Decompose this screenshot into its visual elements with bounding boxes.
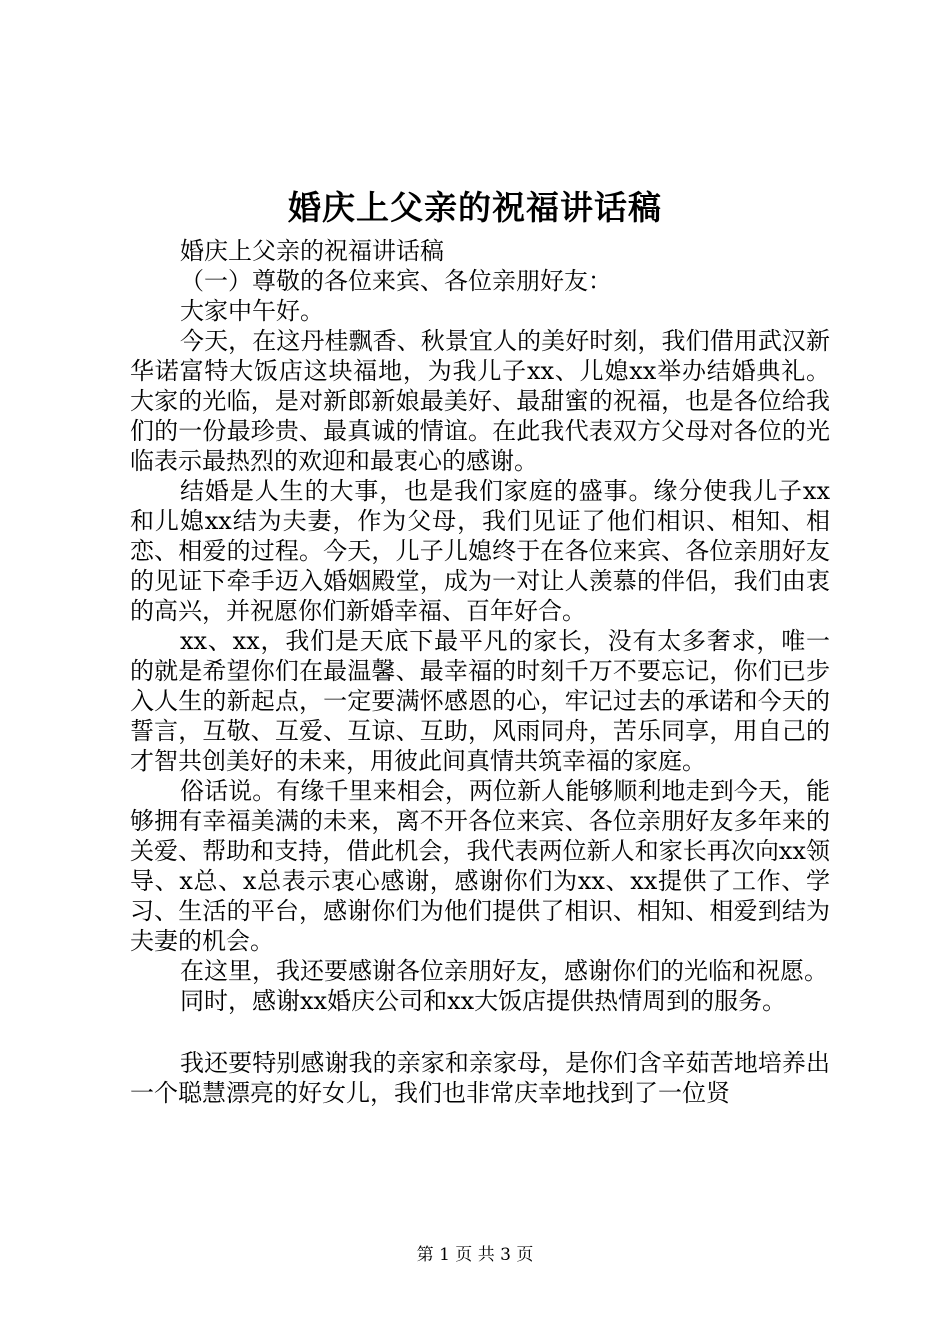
paragraph-welcome: 今天，在这丹桂飘香、秋景宜人的美好时刻，我们借用武汉新华诺富特大饭店这块福地，为我儿子xx、儿媳xx举办结婚典礼。大家的光临，是对新郎新娘最美好、最甜蜜的祝福，也是各位给我们的一份最珍贵、最真诚的情谊。在此我代表双方父母对各位的光临表示最热烈的欢迎和最衷心的感谢。	[130, 327, 830, 475]
paragraph-marriage: 结婚是人生的大事，也是我们家庭的盛事。缘分使我儿子xx和儿媳xx结为夫妻，作为父母，我们见证了他们相识、相知、相恋、相爱的过程。今天，儿子儿媳终于在各位来宾、各位亲朋好友的见证下牵手迈入婚姻殿堂，成为一对让人羡慕的伴侣，我们由衷的高兴，并祝愿你们新婚幸福、百年好合。	[130, 477, 830, 625]
paragraph-thanks-services: 同时，感谢xx婚庆公司和xx大饭店提供热情周到的服务。	[180, 987, 787, 1015]
paragraph-salutation: （一）尊敬的各位来宾、各位亲朋好友：	[180, 267, 612, 295]
paragraph-wishes: xx、xx，我们是天底下最平凡的家长，没有太多奢求，唯一的就是希望你们在最温馨、最幸福的时刻千万不要忘记，你们已步入人生的新起点，一定要满怀感恩的心，牢记过去的承诺和今天的誓言，互敬、互爱、互谅、互助，风雨同舟，苦乐同享，用自己的才智共创美好的未来，用彼此间真情共筑幸福的家庭。	[130, 627, 830, 775]
paragraph-thanks-friends: 在这里，我还要感谢各位亲朋好友，感谢你们的光临和祝愿。	[180, 957, 828, 985]
page-number-footer: 第 1 页 共 3 页	[416, 1245, 534, 1265]
paragraph-subtitle: 婚庆上父亲的祝福讲话稿	[180, 237, 444, 265]
paragraph-greeting: 大家中午好。	[180, 297, 324, 325]
paragraph-thanks-in-laws: 我还要特别感谢我的亲家和亲家母，是你们含辛茹苦地培养出一个聪慧漂亮的好女儿，我们也非常庆幸地找到了一位贤	[130, 1049, 830, 1107]
paragraph-thanks-leaders: 俗话说。有缘千里来相会，两位新人能够顺利地走到今天，能够拥有幸福美满的未来，离不开各位来宾、各位亲朋好友多年来的关爱、帮助和支持，借此机会，我代表两位新人和家长再次向xx领导、x总、x总表示衷心感谢，感谢你们为xx、xx提供了工作、学习、生活的平台，感谢你们为他们提供了相识、相知、相爱到结为夫妻的机会。	[130, 777, 830, 955]
paragraph-gap	[130, 1016, 830, 1048]
document-body	[130, 236, 830, 1108]
document-title: 婚庆上父亲的祝福讲话稿	[288, 188, 662, 227]
